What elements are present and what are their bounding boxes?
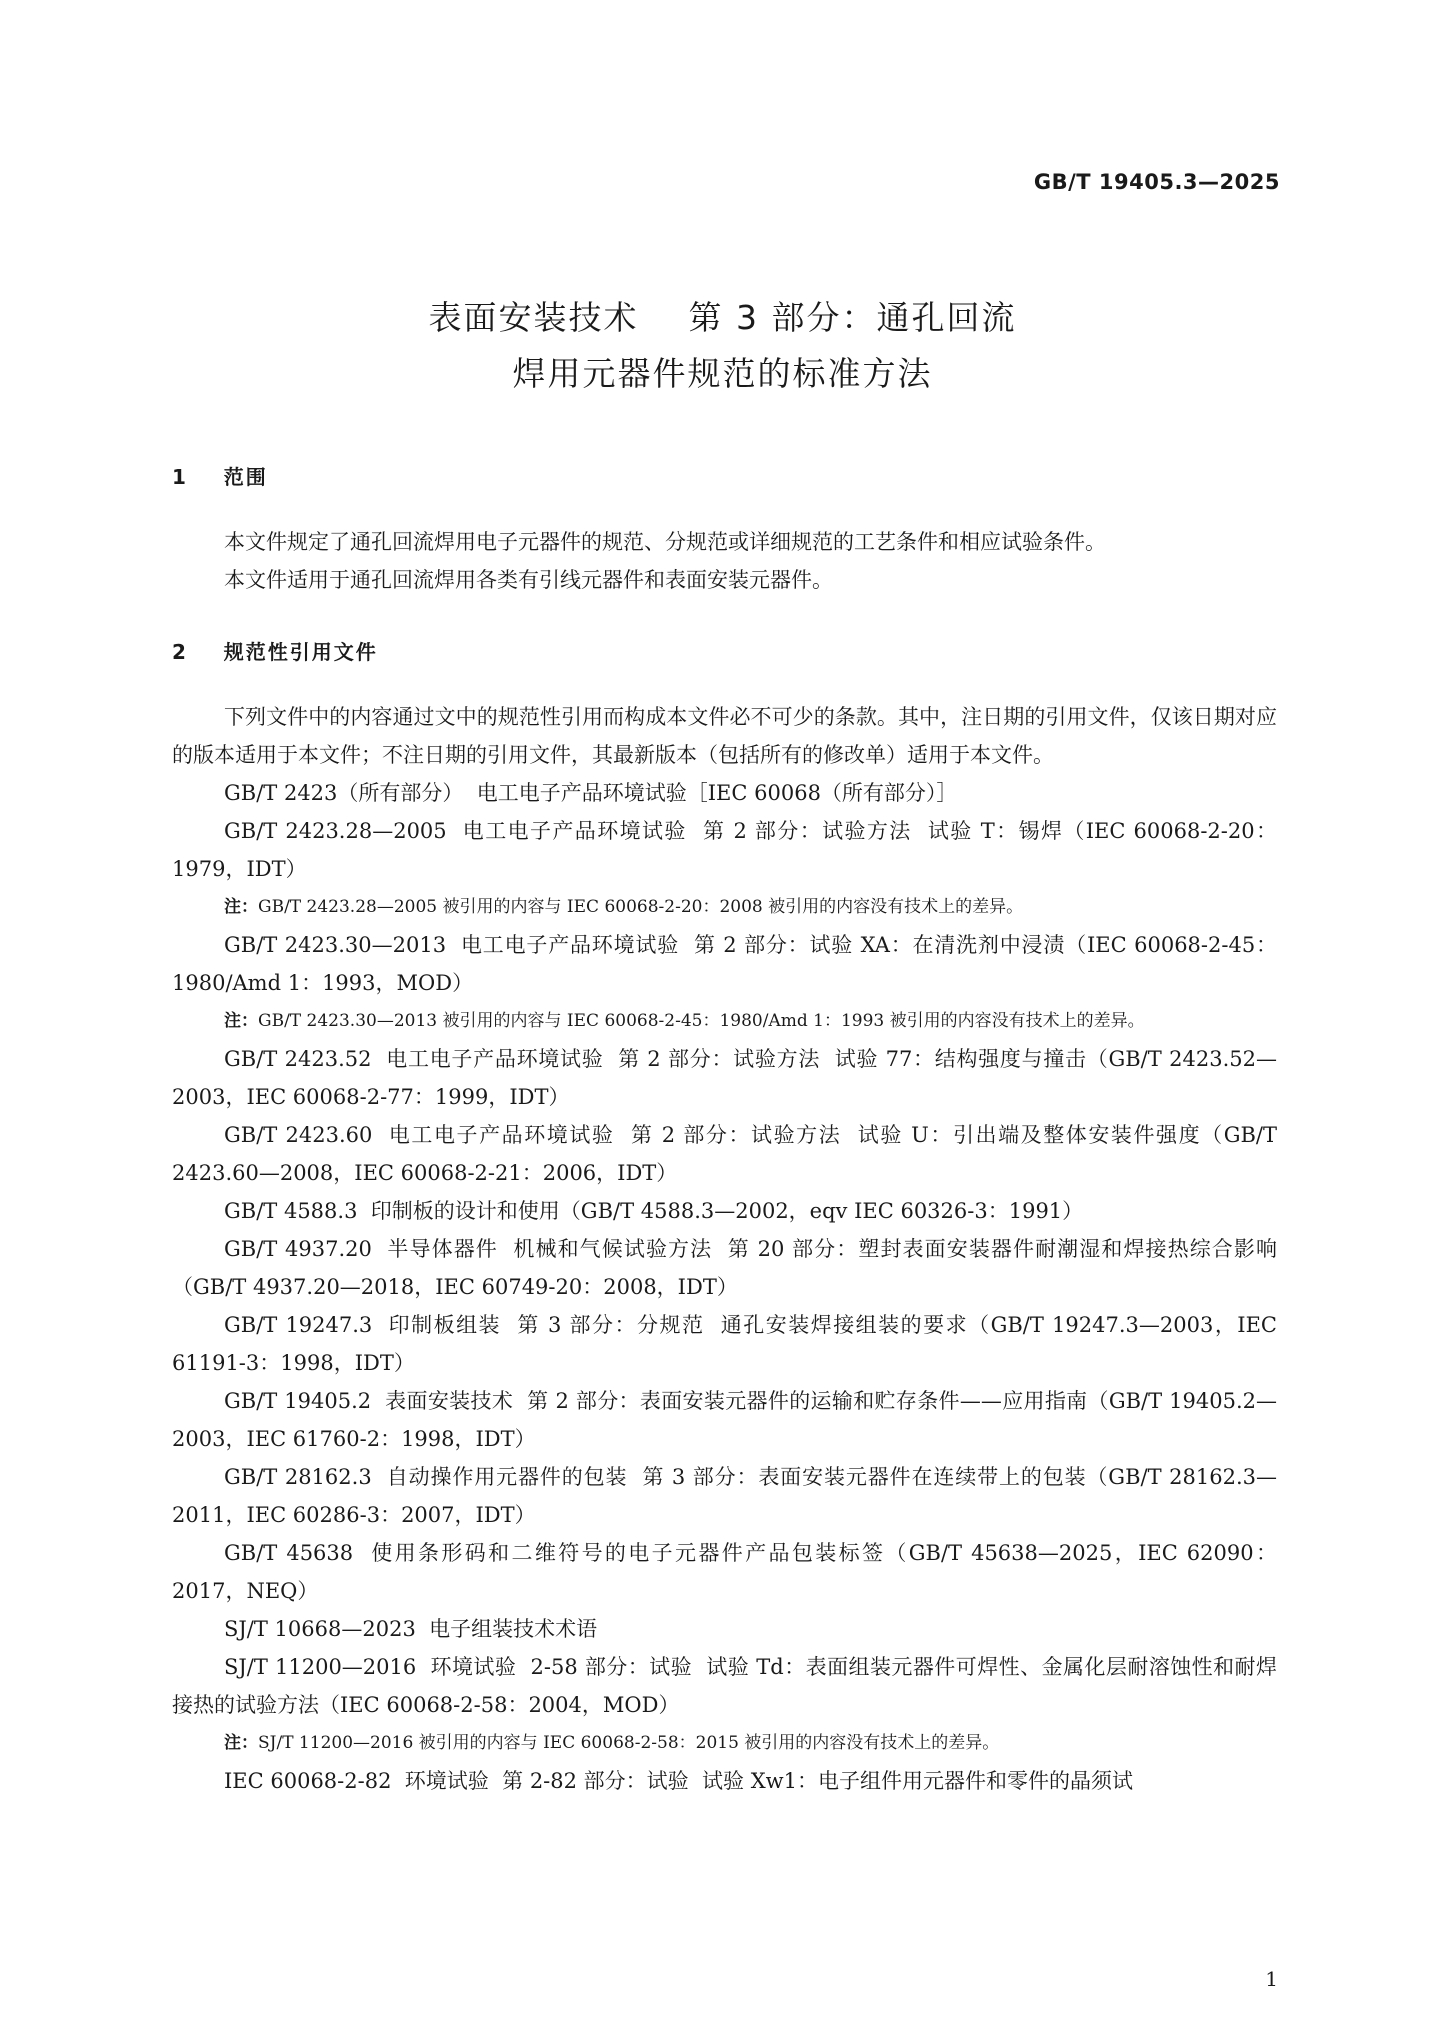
document-body: [172, 458, 1284, 1800]
reference-note: [172, 1724, 1277, 1762]
references-intro: 下列文件中的内容通过文中的规范性引用而构成本文件必不可少的条款。其中，注日期的引用文件，仅该日期对应的版本适用于本文件；不注日期的引用文件，其最新版本（包括所有的修改单）适用于本文件。: [172, 705, 1277, 767]
reference-note: [172, 1002, 1277, 1040]
reference-item: IEC 60068-2-82 环境试验 第 2-82 部分：试验 试验 Xw1：电子组件用元器件和零件的晶须试: [224, 1769, 1133, 1793]
note-label: 注：: [224, 897, 258, 917]
note-text: SJ/T 11200—2016 被引用的内容与 IEC 60068-2-58：2015 被引用的内容没有技术上的差异。: [258, 1733, 1000, 1753]
reference-item: GB/T 2423.60 电工电子产品环境试验 第 2 部分：试验方法 试验 U：引出端及整体安装件强度（GB/T 2423.60—2008，IEC 60068-2-21：2006，IDT）: [172, 1123, 1284, 1185]
reference-note: [172, 888, 1277, 926]
note-text: GB/T 2423.30—2013 被引用的内容与 IEC 60068-2-45：1980/Amd 1：1993 被引用的内容没有技术上的差异。: [258, 1011, 1145, 1031]
title-line-2: 焊用元器件规范的标准方法: [512, 354, 933, 393]
document-title: [0, 290, 1445, 402]
title-line-1: 表面安装技术 第 3 部分：通孔回流: [428, 298, 1017, 337]
scope-paragraph: 本文件规定了通孔回流焊用电子元器件的规范、分规范或详细规范的工艺条件和相应试验条件。: [224, 530, 1106, 554]
reference-item: GB/T 28162.3 自动操作用元器件的包装 第 3 部分：表面安装元器件在连续带上的包装（GB/T 28162.3—2011，IEC 60286-3：2007，IDT）: [172, 1465, 1277, 1527]
reference-item: GB/T 45638 使用条形码和二维符号的电子元器件产品包装标签（GB/T 45638—2025，IEC 62090：2017，NEQ）: [172, 1541, 1277, 1603]
reference-item: GB/T 4588.3 印制板的设计和使用（GB/T 4588.3—2002，eqv IEC 60326-3：1991）: [224, 1199, 1084, 1223]
reference-item: GB/T 2423.28—2005 电工电子产品环境试验 第 2 部分：试验方法 试验 T：锡焊（IEC 60068-2-20：1979，IDT）: [172, 819, 1277, 881]
note-label: 注：: [224, 1733, 258, 1753]
standard-number: GB/T 19405.3—2025: [1033, 170, 1280, 194]
reference-item: SJ/T 10668—2023 电子组装技术术语: [224, 1617, 598, 1641]
reference-item: GB/T 2423（所有部分） 电工电子产品环境试验［IEC 60068（所有部分）］: [224, 781, 958, 805]
reference-item: GB/T 19247.3 印制板组装 第 3 部分：分规范 通孔安装焊接组装的要求（GB/T 19247.3—2003，IEC 61191-3：1998，IDT）: [172, 1313, 1284, 1375]
note-label: 注：: [224, 1011, 258, 1031]
section-heading-scope: 1 范围: [172, 465, 268, 489]
reference-item: GB/T 2423.30—2013 电工电子产品环境试验 第 2 部分：试验 XA：在清洗剂中浸渍（IEC 60068-2-45：1980/Amd 1：1993，MOD）: [172, 933, 1277, 995]
scope-paragraph: 本文件适用于通孔回流焊用各类有引线元器件和表面安装元器件。: [224, 568, 833, 592]
reference-item: SJ/T 11200—2016 环境试验 2-58 部分：试验 试验 Td：表面组装元器件可焊性、金属化层耐溶蚀性和耐焊接热的试验方法（IEC 60068-2-58：2004，MOD）: [172, 1655, 1277, 1717]
reference-item: GB/T 19405.2 表面安装技术 第 2 部分：表面安装元器件的运输和贮存条件——应用指南（GB/T 19405.2—2003，IEC 61760-2：1998，IDT）: [172, 1389, 1277, 1451]
page-number: 1: [1265, 1967, 1278, 1991]
reference-item: GB/T 2423.52 电工电子产品环境试验 第 2 部分：试验方法 试验 77：结构强度与撞击（GB/T 2423.52—2003，IEC 60068-2-77：1999，IDT）: [172, 1047, 1277, 1109]
note-text: GB/T 2423.28—2005 被引用的内容与 IEC 60068-2-20：2008 被引用的内容没有技术上的差异。: [258, 897, 1024, 917]
reference-item: GB/T 4937.20 半导体器件 机械和气候试验方法 第 20 部分：塑封表面安装器件耐潮湿和焊接热综合影响（GB/T 4937.20—2018，IEC 60749-20：2008，IDT）: [172, 1237, 1277, 1299]
section-heading-normative-references: 2 规范性引用文件: [172, 640, 378, 664]
